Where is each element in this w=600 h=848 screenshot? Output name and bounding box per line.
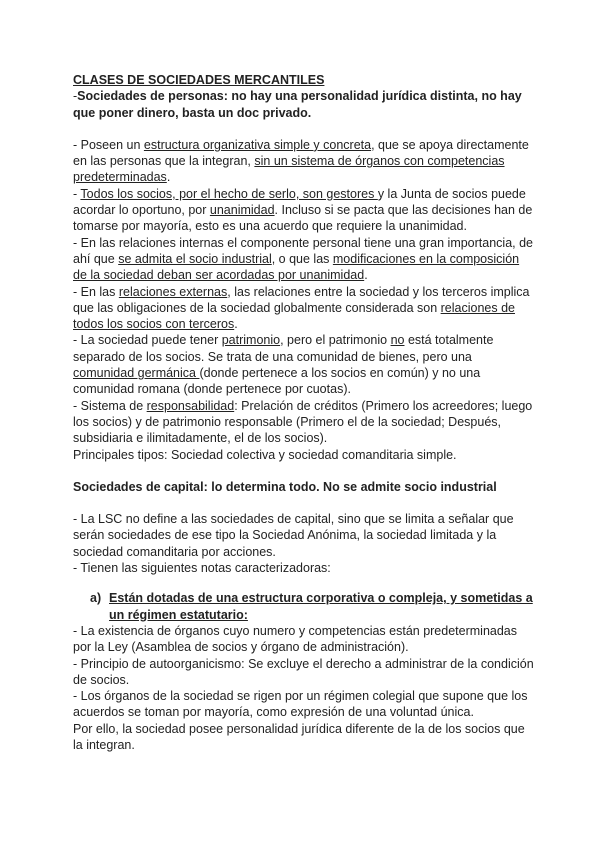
paragraph-organos: - La existencia de órganos cuyo numero y competencias están predeterminadas por la Ley (Asamblea de socios y órgano de administración). <box>73 623 518 655</box>
list-item-label: a) <box>90 591 102 606</box>
paragraph-autoorganicismo: - Principio de autoorganicismo: Se excluye el derecho a administrar de la condición de socios. <box>73 656 534 687</box>
document-page <box>73 72 535 753</box>
document-title: CLASES DE SOCIEDADES MERCANTILES <box>73 73 325 87</box>
paragraph-lsc: - La LSC no define a las sociedades de capital, sino que se limita a señalar que serán sociedades de ese tipo la Sociedad Anónima, la sociedad limitada y la sociedad comanditaria por acciones. <box>73 512 514 559</box>
paragraph-principales-tipos: Principales tipos: Sociedad colectiva y sociedad comanditaria simple. <box>73 447 457 462</box>
paragraph-patrimonio: - La sociedad puede tener patrimonio, pero el patrimonio no está totalmente separado de los socios. Se trata de una comunidad de bienes, pero una comunidad germánica (donde pertenece a los socios en común) y no una comunidad romana (donde pertenece por cuotas). <box>73 333 494 397</box>
capital-heading: Sociedades de capital: lo determina todo. No se admite socio industrial <box>73 479 497 494</box>
paragraph-responsabilidad: - Sistema de responsabilidad: Prelación de créditos (Primero los acreedores; luego los socios) y de patrimonio responsable (Primero el de la sociedad; Después, subsidiaria e ilimitadamente, el de los socios). <box>73 398 533 446</box>
paragraph-relaciones-externas: - En las relaciones externas, las relaciones entre la sociedad y los terceros implica que las obligaciones de la sociedad globalmente considerada son relaciones de todos los socios con terceros. <box>73 284 530 332</box>
paragraph-relaciones-internas: - En las relaciones internas el componente personal tiene una gran importancia, de ahí que se admita el socio industrial, o que las modificaciones en la composición de la sociedad deban ser acordadas por unanimidad. <box>73 235 533 283</box>
paragraph-gestores: - Todos los socios, por el hecho de serlo, son gestores y la Junta de socios puede acordar lo oportuno, por unanimidad. Incluso si se pacta que las decisiones han de tomarse por mayoría, esto es una acuerdo que requiere la unanimidad. <box>73 186 533 234</box>
paragraph-notas: - Tienen las siguientes notas caracterizadoras: <box>73 561 331 576</box>
list-item-a <box>73 590 535 623</box>
personas-heading: -Sociedades de personas: no hay una personalidad jurídica distinta, no hay que poner dinero, basta un doc privado. <box>73 89 522 120</box>
paragraph-estructura: - Poseen un estructura organizativa simple y concreta, que se apoya directamente en las personas que la integran, sin un sistema de órganos con competencias predeterminadas. <box>73 137 529 185</box>
paragraph-regimen-colegial: - Los órganos de la sociedad se rigen por un régimen colegial que supone que los acuerdos se toman por mayoría, como expresión de una voluntad única. <box>73 689 528 720</box>
paragraph-personalidad: Por ello, la sociedad posee personalidad jurídica diferente de la de los socios que la integran. <box>73 721 525 752</box>
list-item-text: Están dotadas de una estructura corporativa o compleja, y sometidas a un régimen estatutario: <box>109 591 533 622</box>
